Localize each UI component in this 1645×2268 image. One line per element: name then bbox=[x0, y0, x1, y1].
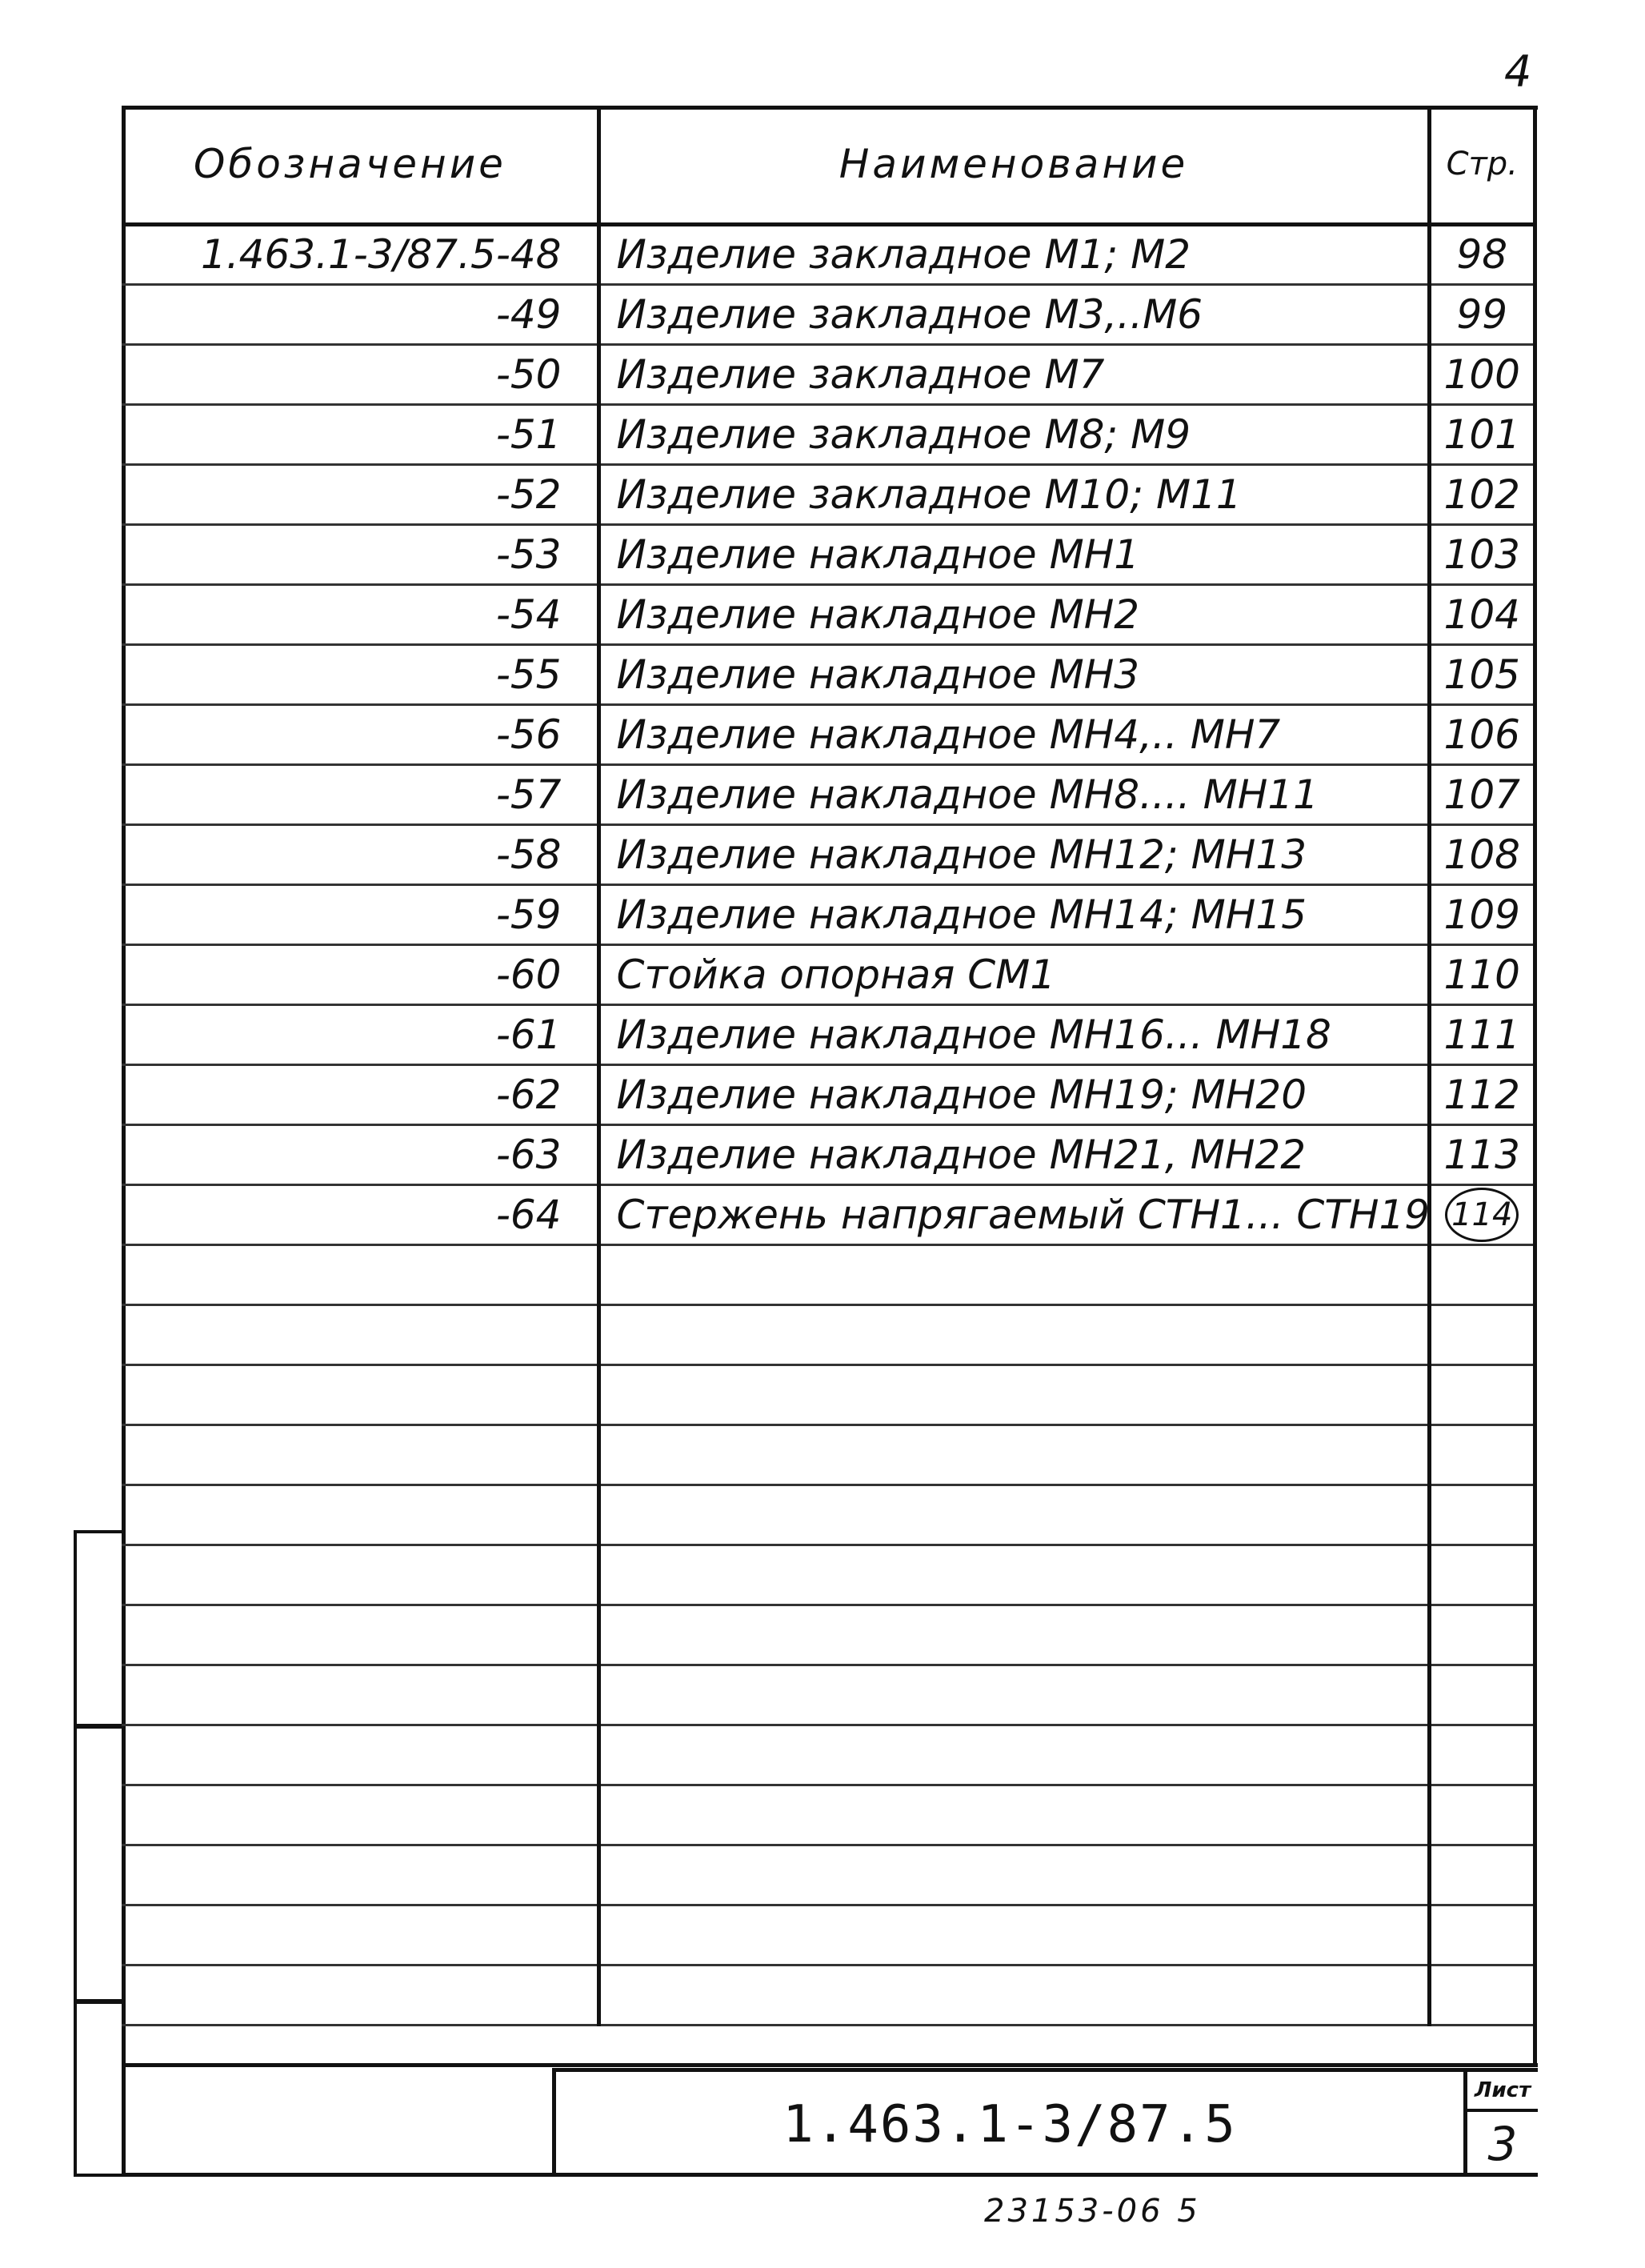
cell-designation bbox=[122, 1845, 598, 1905]
table-row bbox=[122, 1845, 1533, 1905]
cell-name bbox=[598, 1485, 1429, 1545]
cell-name: Изделие закладное М10; М11 bbox=[598, 464, 1429, 524]
table-row bbox=[122, 284, 1533, 344]
cell-name: Изделие накладное МН12; МН13 bbox=[598, 824, 1429, 884]
cell-name bbox=[598, 1545, 1429, 1605]
cell-page: 104 bbox=[1429, 584, 1533, 644]
page-number: 4 bbox=[1504, 46, 1532, 97]
cell-designation: -50 bbox=[122, 344, 598, 404]
sheet-number: 3 bbox=[1487, 2117, 1518, 2171]
table-row bbox=[122, 824, 1533, 884]
cell-name bbox=[598, 1785, 1429, 1845]
cell-name bbox=[598, 1244, 1429, 1304]
binding-margin-cell bbox=[74, 1530, 122, 1727]
table-row bbox=[122, 1785, 1533, 1845]
cell-designation: -59 bbox=[122, 884, 598, 944]
cell-designation bbox=[122, 1304, 598, 1364]
cell-designation bbox=[122, 1485, 598, 1545]
cell-name bbox=[598, 1665, 1429, 1725]
cell-page: 99 bbox=[1429, 284, 1533, 344]
cell-designation bbox=[122, 1244, 598, 1304]
cell-page bbox=[1429, 1184, 1533, 1244]
cell-designation bbox=[122, 1905, 598, 1965]
cell-page bbox=[1429, 1665, 1533, 1725]
table-row bbox=[122, 884, 1533, 944]
cell-page bbox=[1429, 1364, 1533, 1425]
cell-page: 107 bbox=[1429, 764, 1533, 824]
cell-designation bbox=[122, 1725, 598, 1785]
cell-page: 111 bbox=[1429, 1004, 1533, 1064]
cell-page bbox=[1429, 1304, 1533, 1364]
table-row bbox=[122, 644, 1533, 704]
cell-page: 110 bbox=[1429, 944, 1533, 1004]
sheet-frame-right-border bbox=[1533, 106, 1537, 2066]
cell-designation bbox=[122, 1545, 598, 1605]
cell-designation: -53 bbox=[122, 524, 598, 584]
cell-designation bbox=[122, 1605, 598, 1665]
cell-page bbox=[1429, 1425, 1533, 1485]
cell-page: 113 bbox=[1429, 1124, 1533, 1184]
cell-name: Стойка опорная СМ1 bbox=[598, 944, 1429, 1004]
cell-page: 112 bbox=[1429, 1064, 1533, 1124]
cell-designation: -58 bbox=[122, 824, 598, 884]
table-row bbox=[122, 1665, 1533, 1725]
cell-name: Изделие накладное МН14; МН15 bbox=[598, 884, 1429, 944]
cell-name: Изделие закладное М8; М9 bbox=[598, 404, 1429, 464]
cell-page: 109 bbox=[1429, 884, 1533, 944]
cell-page: 106 bbox=[1429, 704, 1533, 764]
cell-name: Изделие закладное М3,..М6 bbox=[598, 284, 1429, 344]
table-row bbox=[122, 1304, 1533, 1364]
archive-stamp: 23153-06 5 bbox=[984, 2193, 1201, 2230]
cell-name: Изделие накладное МН16... МН18 bbox=[598, 1004, 1429, 1064]
cell-name: Изделие закладное М7 bbox=[598, 344, 1429, 404]
cell-page: 103 bbox=[1429, 524, 1533, 584]
table-row bbox=[122, 524, 1533, 584]
circled-page-number: 114 bbox=[1445, 1188, 1519, 1242]
cell-name bbox=[598, 1364, 1429, 1425]
cell-page bbox=[1429, 1845, 1533, 1905]
table-header-row bbox=[122, 106, 1533, 224]
cell-page bbox=[1429, 1785, 1533, 1845]
cell-name bbox=[598, 1605, 1429, 1665]
table-row bbox=[122, 224, 1533, 284]
sheet-cell bbox=[1463, 2072, 1538, 2177]
table-row bbox=[122, 344, 1533, 404]
cell-designation: 1.463.1-3/87.5-48 bbox=[122, 224, 598, 284]
cell-page: 100 bbox=[1429, 344, 1533, 404]
cell-name bbox=[598, 1725, 1429, 1785]
cell-page: 98 bbox=[1429, 224, 1533, 284]
cell-name bbox=[598, 1425, 1429, 1485]
cell-page: 105 bbox=[1429, 644, 1533, 704]
cell-designation: -62 bbox=[122, 1064, 598, 1124]
table-row bbox=[122, 1545, 1533, 1605]
table-body bbox=[122, 224, 1533, 2025]
cell-designation: -54 bbox=[122, 584, 598, 644]
cell-page: 102 bbox=[1429, 464, 1533, 524]
cell-designation bbox=[122, 1785, 598, 1845]
cell-designation: -60 bbox=[122, 944, 598, 1004]
cell-page bbox=[1429, 1605, 1533, 1665]
table-row bbox=[122, 764, 1533, 824]
cell-name: Изделие накладное МН8.... МН11 bbox=[598, 764, 1429, 824]
cell-page bbox=[1429, 1545, 1533, 1605]
cell-designation: -55 bbox=[122, 644, 598, 704]
cell-name: Изделие накладное МН4,.. МН7 bbox=[598, 704, 1429, 764]
cell-name: Изделие накладное МН21, МН22 bbox=[598, 1124, 1429, 1184]
cell-designation: -64 bbox=[122, 1184, 598, 1244]
cell-name: Изделие накладное МН3 bbox=[598, 644, 1429, 704]
table-row bbox=[122, 1425, 1533, 1485]
cell-name: Стержень напрягаемый СТН1... СТН19 bbox=[598, 1184, 1429, 1244]
cell-designation bbox=[122, 1665, 598, 1725]
cell-designation bbox=[122, 1425, 598, 1485]
table-row bbox=[122, 1485, 1533, 1545]
table-row bbox=[122, 1905, 1533, 1965]
contents-table bbox=[122, 106, 1533, 2026]
cell-designation: -61 bbox=[122, 1004, 598, 1064]
cell-designation: -63 bbox=[122, 1124, 598, 1184]
cell-name: Изделие накладное МН19; МН20 bbox=[598, 1064, 1429, 1124]
header-page: Стр. bbox=[1429, 106, 1533, 224]
table-row bbox=[122, 944, 1533, 1004]
cell-page bbox=[1429, 1725, 1533, 1785]
cell-name bbox=[598, 1905, 1429, 1965]
table-row bbox=[122, 1605, 1533, 1665]
cell-page: 101 bbox=[1429, 404, 1533, 464]
cell-name bbox=[598, 1304, 1429, 1364]
cell-page bbox=[1429, 1965, 1533, 2025]
cell-page: 108 bbox=[1429, 824, 1533, 884]
table-row bbox=[122, 584, 1533, 644]
cell-designation: -52 bbox=[122, 464, 598, 524]
table-bottom-rule bbox=[122, 2063, 1538, 2067]
cell-designation bbox=[122, 1364, 598, 1425]
cell-name: Изделие накладное МН1 bbox=[598, 524, 1429, 584]
sheet-label: Лист bbox=[1467, 2072, 1538, 2112]
table-row bbox=[122, 1725, 1533, 1785]
cell-page bbox=[1429, 1905, 1533, 1965]
document-code: 1.463.1-3/87.5 bbox=[782, 2094, 1237, 2154]
cell-name: Изделие закладное М1; М2 bbox=[598, 224, 1429, 284]
cell-designation: -57 bbox=[122, 764, 598, 824]
table-row bbox=[122, 1244, 1533, 1304]
table-row bbox=[122, 464, 1533, 524]
header-designation: Обозначение bbox=[122, 106, 598, 224]
title-block bbox=[552, 2068, 1538, 2177]
binding-margin-cell bbox=[74, 2001, 122, 2177]
binding-margin-cell bbox=[74, 1725, 122, 2002]
table-row bbox=[122, 1364, 1533, 1425]
table-row bbox=[122, 1004, 1533, 1064]
cell-page bbox=[1429, 1485, 1533, 1545]
table-row bbox=[122, 704, 1533, 764]
table-row bbox=[122, 1064, 1533, 1124]
cell-designation: -49 bbox=[122, 284, 598, 344]
table-row bbox=[122, 1965, 1533, 2025]
table-row bbox=[122, 1124, 1533, 1184]
cell-designation bbox=[122, 1965, 598, 2025]
cell-page bbox=[1429, 1244, 1533, 1304]
cell-name bbox=[598, 1845, 1429, 1905]
cell-name bbox=[598, 1965, 1429, 2025]
table-row bbox=[122, 1184, 1533, 1244]
cell-designation: -56 bbox=[122, 704, 598, 764]
header-name: Наименование bbox=[598, 106, 1429, 224]
cell-name: Изделие накладное МН2 bbox=[598, 584, 1429, 644]
cell-designation: -51 bbox=[122, 404, 598, 464]
table-row bbox=[122, 404, 1533, 464]
